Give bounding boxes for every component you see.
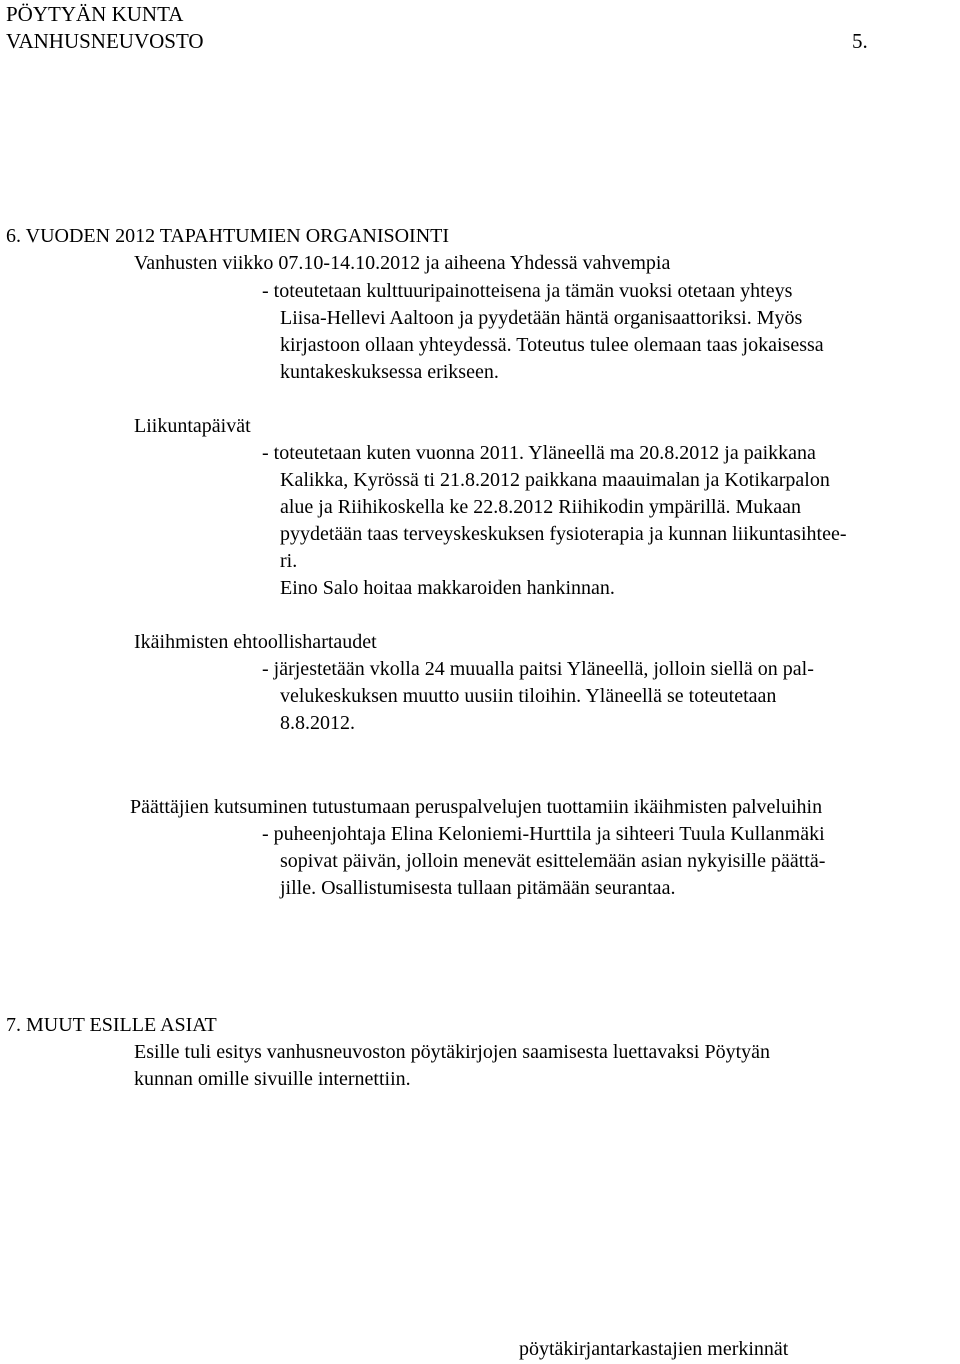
sports-days-text: - toteutetaan kuten vuonna 2011. Yläneellä ma 20.8.2012 ja paikkana (262, 442, 816, 464)
council-name: VANHUSNEUVOSTO (6, 29, 204, 53)
communion-text: - järjestetään vkolla 24 muualla paitsi Yläneellä, jolloin siellä on pal- (262, 658, 814, 680)
section-7-text: kunnan omille sivuille internettiin. (134, 1068, 411, 1090)
decision-makers-text: - puheenjohtaja Elina Keloniemi-Hurttila ja sihteeri Tuula Kullanmäki (262, 823, 825, 845)
sports-days-text: alue ja Riihikoskella ke 22.8.2012 Riihikodin ympärillä. Mukaan (280, 496, 802, 518)
sports-days-text: pyydetään taas terveyskeskuksen fysioterapia ja kunnan liikuntasihtee- (280, 523, 847, 545)
sports-days-text: Kalikka, Kyrössä ti 21.8.2012 paikkana maauimalan ja Kotikarpalon (280, 469, 830, 491)
reviewer-marks-label: pöytäkirjantarkastajien merkinnät (519, 1338, 789, 1360)
sports-days-title: Liikuntapäivät (134, 415, 251, 437)
elderly-week-text: Liisa-Hellevi Aaltoon ja pyydetään häntä organisaattoriksi. Myös (280, 307, 803, 329)
section-7-text: Esille tuli esitys vanhusneuvoston pöytäkirjojen saamisesta luettavaksi Pöytyän (134, 1041, 771, 1063)
decision-makers-text: jille. Osallistumisesta tullaan pitämään seurantaa. (280, 877, 676, 899)
communion-title: Ikäihmisten ehtoollishartaudet (134, 631, 377, 653)
sports-days-text: Eino Salo hoitaa makkaroiden hankinnan. (280, 577, 615, 599)
elderly-week-text: kuntakeskuksessa erikseen. (280, 361, 499, 383)
elderly-week-text: kirjastoon ollaan yhteydessä. Toteutus tulee olemaan taas jokaisessa (280, 334, 824, 356)
elderly-week-text: - toteutetaan kulttuuripainotteisena ja tämän vuoksi otetaan yhteys (262, 280, 793, 302)
organization-name: PÖYTYÄN KUNTA (6, 2, 184, 26)
section-7-heading: 7. MUUT ESILLE ASIAT (6, 1014, 217, 1036)
elderly-week-line: Vanhusten viikko 07.10-14.10.2012 ja aiheena Yhdessä vahvempia (134, 252, 671, 274)
decision-makers-title: Päättäjien kutsuminen tutustumaan peruspalvelujen tuottamiin ikäihmisten palveluihin (130, 796, 823, 818)
sports-days-text: ri. (280, 550, 298, 572)
section-6-heading: 6. VUODEN 2012 TAPAHTUMIEN ORGANISOINTI (6, 225, 450, 247)
communion-text: velukeskuksen muutto uusiin tiloihin. Yläneellä se toteutetaan (280, 685, 777, 707)
decision-makers-text: sopivat päivän, jolloin menevät esittelemään asian nykyisille päättä- (280, 850, 826, 872)
communion-text: 8.8.2012. (280, 712, 355, 734)
page-number: 5. (852, 29, 868, 53)
